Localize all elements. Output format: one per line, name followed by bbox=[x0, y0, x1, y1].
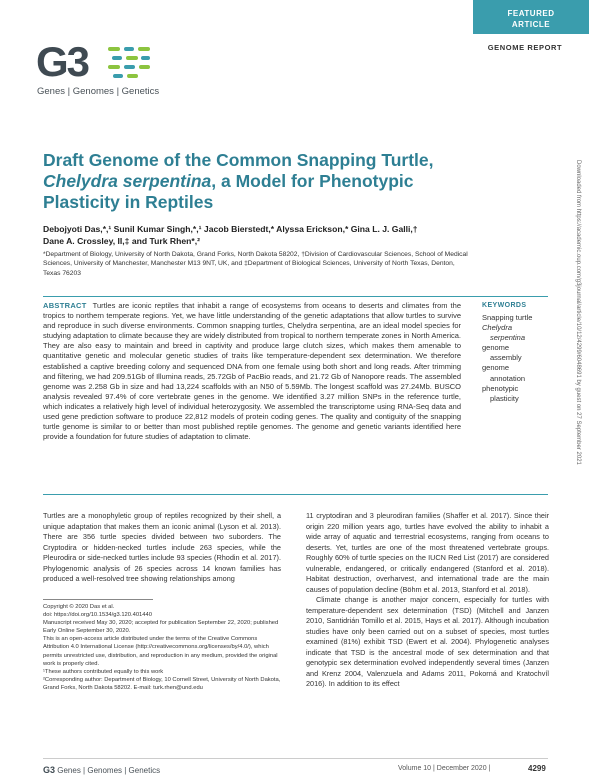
page-number: 4299 bbox=[528, 764, 546, 773]
footnote-corresponding-author: ²Corresponding author: Department of Biology, 10 Cornell Street, University of North Dakota, Grand Forks, North Dakota 58202. E-mail: turk.rhen@und.edu bbox=[43, 676, 281, 691]
copyright-note: Copyright © 2020 Das et al. bbox=[43, 604, 115, 610]
footnote-equal-contribution: ¹These authors contributed equally to this work bbox=[43, 668, 164, 675]
keyword-item: assembly bbox=[490, 353, 522, 363]
authors-line-2: Dane A. Crossley, II,‡ and Turk Rhen*,² bbox=[43, 236, 200, 246]
download-watermark: Downloaded from https://academic.oup.com/g3journal/article/10/12/4299/6048691 by guest on 27 September 2021 bbox=[575, 160, 581, 465]
abstract-label: ABSTRACT bbox=[43, 301, 87, 310]
body-column-right bbox=[306, 511, 549, 690]
footer-rule bbox=[43, 758, 548, 759]
keywords-title: KEYWORDS bbox=[482, 302, 527, 309]
abstract-text: Turtles are iconic reptiles that inhabit a range of ecosystems from oceans to deserts and climates from the tropics to northern temperate regions. Yet, we have little understanding of the genetic adaptations that allow turtles to survive and reproduce in such diverse environments. Common snapping turtles, Chelydra serpentina, are an ideal model species for studying adaptation to climate because they are widely distributed from tropical to northern temperate zones in North America. They are also easy to maintain and breed in captivity and produce large clutch sizes, which makes them amenable to quantitative genetic and molecular genetic studies of traits like temperature-dependent sex determination. We therefore established a captive breeding colony and sequenced DNA from one female using both short and long reads. After trimming and filtering, we had 209.51Gb of Illumina reads, 25.72Gb of PacBio reads, and 21.72 Gb of Nanopore reads. The assembled genome was 2.258 Gb in size and had 13,224 scaffolds with an N50 of 5.59Mb. The longest scaffold was 27.24Mb. BUSCO analysis revealed 97.4% of core vertebrate genes in the genome. We identified 3.27 million SNPs in the reference turtle, which indicates a relatively high level of individual heterozygosity. We assembled the transcriptome using RNA-Seq data and used gene prediction software to produce 22,812 models of protein coding genes. The quality and contiguity of the snapping turtle genome is similar to or better than most published reptile genomes. The genome and genetic variants identified here provide a foundation for future studies of adaptation to climate. bbox=[43, 301, 461, 442]
title-line-2-rest: , a Model for Phenotypic bbox=[211, 171, 414, 191]
abstract-bottom-rule bbox=[43, 494, 548, 495]
title-line-1: Draft Genome of the Common Snapping Turtle, bbox=[43, 150, 434, 170]
notes-rule bbox=[43, 599, 153, 600]
logo-dash-icon bbox=[108, 45, 152, 79]
footer-volume: Volume 10 | December 2020 | bbox=[398, 765, 491, 772]
footer-journal-logo bbox=[43, 765, 160, 775]
author-list bbox=[43, 223, 473, 247]
title-line-2 bbox=[43, 171, 463, 192]
body-paragraph: Turtles are a monophyletic group of reptiles recognized by their shell, a unique adaptation that makes them an iconic animal (Lyson et al. 2013). There are 356 turtle species divided between two suborders. The Cryptodira or hidden-necked turtles include 263 species, while the Pleurodira or side-necked turtles include 93 species (Rhodin et al. 2017). Phylogenomic analysis of 26 species across 14 known families has produced a well-resolved tree showing relationships among bbox=[43, 511, 281, 583]
article-title bbox=[43, 150, 463, 213]
report-type-label: GENOME REPORT bbox=[487, 43, 563, 52]
keyword-item: annotation bbox=[490, 373, 526, 383]
journal-logo: G3 bbox=[36, 38, 89, 85]
journal-tagline: Genes | Genomes | Genetics bbox=[37, 86, 160, 97]
body-paragraph: 11 cryptodiran and 3 pleurodiran families (Shaffer et al. 2017). Since their origin 220 million years ago, turtles have evolved the ability to inhabit a wide array of aquatic and terrestrial ecosystems, ranging from oceans to deserts. Yet, turtles are one of the most threatened vertebrate groups. Roughly 60% of turtle species on the IUCN Red List (2017) are considered vulnerable, endangered, or critically endangered (Stanford et al. 2018). Habitat destruction, overharvest, and international trade are the main causes of population decline (Böhm et al. 2013, Stanford et al. 2018). bbox=[306, 511, 549, 594]
body-column-left bbox=[43, 511, 281, 585]
manuscript-dates: Manuscript received May 30, 2020; accepted for publication September 22, 2020; published Early Online September 30, 2020. bbox=[43, 620, 279, 635]
badge-line-2: ARTICLE bbox=[511, 20, 551, 29]
authors-line-1: Debojyoti Das,*,¹ Sunil Kumar Singh,*,¹ Jacob Bierstedt,* Alyssa Erickson,* Gina L. J. Galli,† bbox=[43, 224, 418, 234]
keyword-item: Chelydra bbox=[482, 323, 513, 333]
doi-link[interactable]: doi: https://doi.org/10.1534/g3.120.401440 bbox=[43, 612, 152, 619]
body-paragraph: Climate change is another major concern, especially for turtles with temperature-dependent sex determination (TSD) (Mitchell and Janzen 2010, Santidrián Tomillo et al. 2015, Hays et al. 2017). Although incubation studies have only been carried out on a subset of species, most turtles examined (81%) exhibit TSD (Ewert et al. 2004). Phylogenetic analyses indicate that TSD is the ancestral mode of sex determination and that genotypic sex determination evolved independently several times (Janzen and Krenz 2004, Valenzuela and Adams 2011, Pokorná and Kratochvíl 2016). In addition to its effect bbox=[306, 595, 549, 688]
affiliations: *Department of Biology, University of North Dakota, Grand Forks, North Dakota 58202, †Division of Cardiovascular Sciences, School of Medical Sciences, University of Manchester, Manchester M13 9NT, UK, and ‡Department of Biological Sciences, University of North Texas, Denton, Texas 76203 bbox=[43, 251, 468, 277]
abstract-top-rule bbox=[43, 296, 548, 297]
badge-line-1: FEATURED bbox=[507, 9, 555, 18]
keyword-item: genome bbox=[482, 363, 510, 373]
title-species: Chelydra serpentina bbox=[43, 171, 212, 191]
keyword-item: serpentina bbox=[490, 333, 526, 343]
keywords-list bbox=[482, 313, 532, 404]
footer-logo-text: Genes | Genomes | Genetics bbox=[57, 766, 161, 775]
keyword-item: phenotypic bbox=[482, 383, 519, 393]
keyword-item: plasticity bbox=[490, 393, 519, 403]
keyword-item: genome bbox=[482, 343, 510, 353]
title-line-3: Plasticity in Reptiles bbox=[43, 192, 214, 212]
abstract bbox=[43, 301, 461, 442]
article-notes bbox=[43, 603, 281, 692]
featured-article-badge bbox=[473, 0, 589, 34]
footer-logo-mark: G3 bbox=[43, 765, 56, 775]
license-note: This is an open-access article distributed under the terms of the Creative Commons Attribution 4.0 International License (http://creativecommons.org/licenses/by/4.0/), which permits unrestricted use, distribution, and reproduction in any medium, provided the original work is properly cited. bbox=[43, 636, 278, 667]
keyword-item: Snapping turtle bbox=[482, 313, 533, 322]
